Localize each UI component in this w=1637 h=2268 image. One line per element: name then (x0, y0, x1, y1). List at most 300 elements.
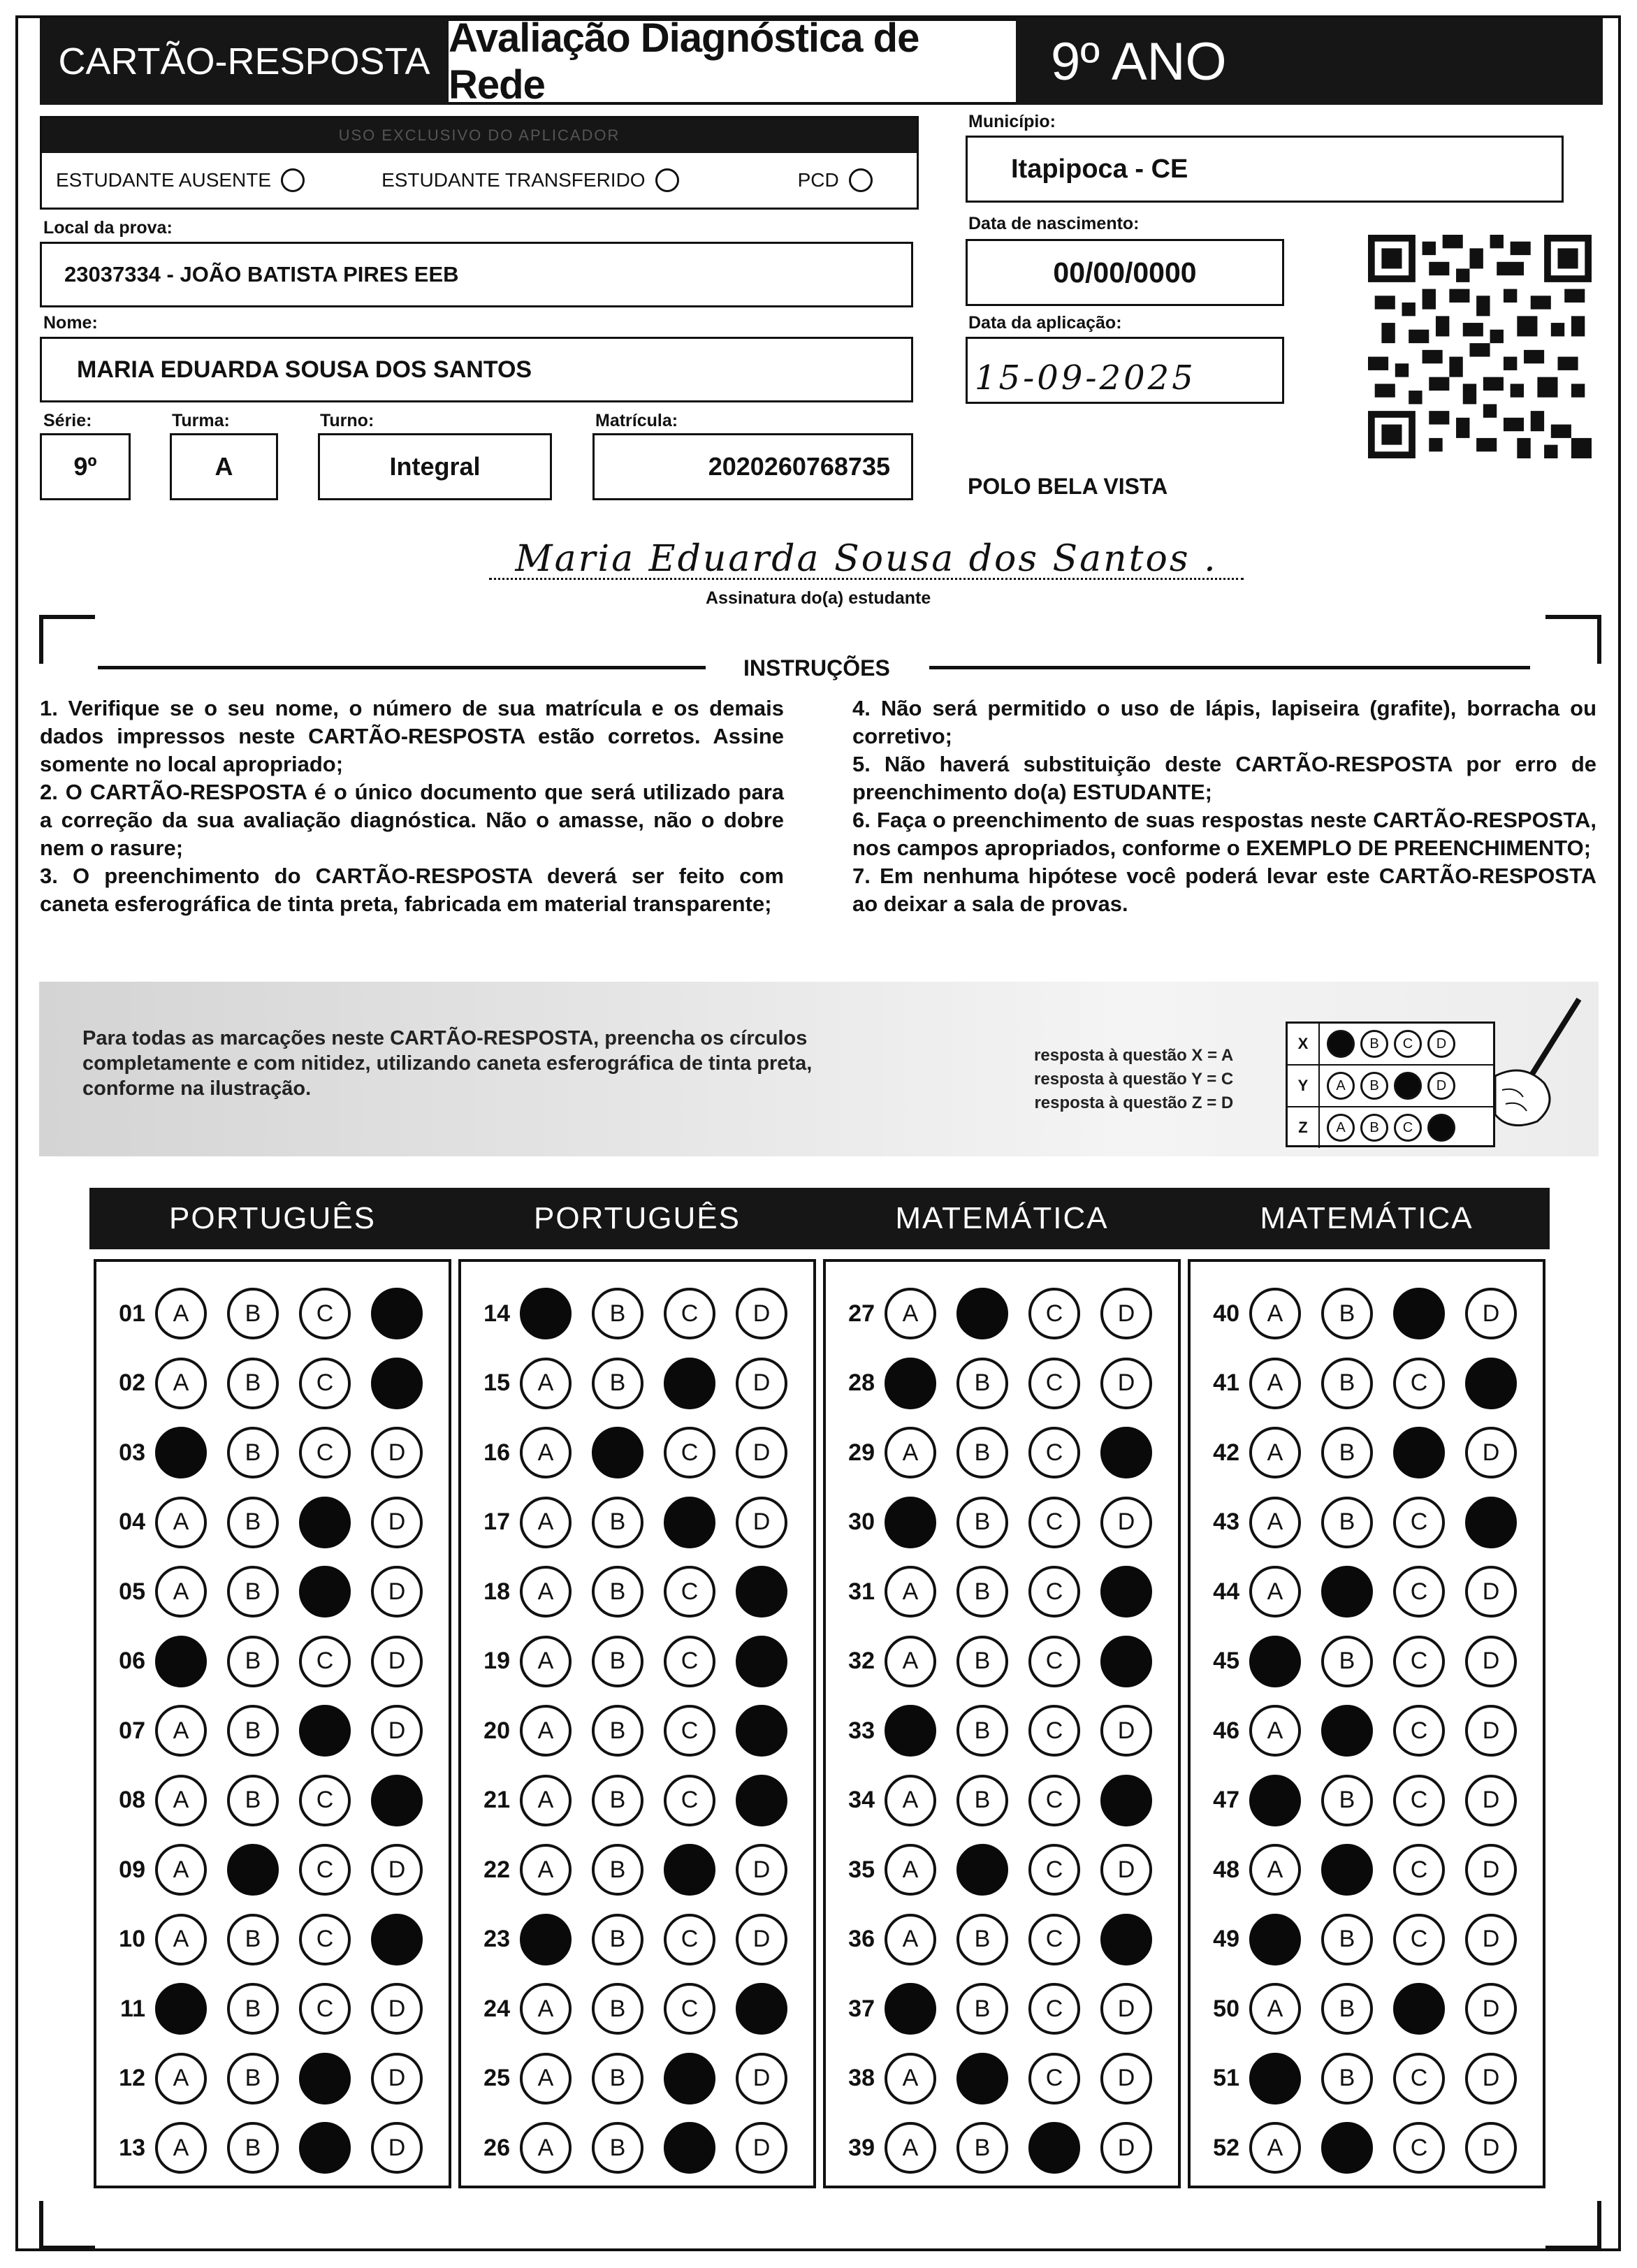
answer-bubble-a[interactable]: A (155, 1358, 207, 1409)
exam-title-box (449, 15, 1016, 108)
answer-bubble-c[interactable]: C (664, 1983, 715, 2035)
example-row (1288, 1066, 1493, 1107)
instruction-4: 4. Não será permitido o uso de lápis, lapiseira (grafite), borracha ou corretivo; (852, 696, 1596, 748)
answer-bubble-a[interactable] (1249, 1775, 1301, 1826)
turno-field (318, 433, 552, 500)
answer-bubble-b[interactable]: B (956, 1636, 1008, 1687)
answer-bubble-c[interactable]: C (1028, 1497, 1080, 1548)
answer-bubble-b[interactable]: B (956, 1914, 1008, 1965)
polo-value: POLO BELA VISTA (968, 474, 1168, 499)
answer-bubble-a[interactable] (155, 1636, 207, 1687)
question-row (461, 1420, 808, 1485)
question-number: 07 (119, 1717, 145, 1744)
answer-bubble-d[interactable] (736, 1983, 787, 2035)
question-number: 49 (1213, 1926, 1239, 1952)
question-row (1191, 1281, 1537, 1346)
question-row (461, 1351, 808, 1416)
answer-bubble-a[interactable]: A (155, 1566, 207, 1618)
answer-bubble-d[interactable]: D (1465, 1914, 1517, 1965)
question-number: 43 (1213, 1509, 1239, 1535)
answer-bubble-b[interactable]: B (227, 1358, 279, 1409)
answer-bubble-d[interactable] (736, 1566, 787, 1618)
instruction-7: 7. Em nenhuma hipótese você poderá levar este CARTÃO-RESPOSTA ao deixar a sala de provas. (852, 864, 1596, 916)
nascimento-field (966, 239, 1284, 306)
answer-bubble-c[interactable]: C (1028, 2053, 1080, 2105)
transferred-label: ESTUDANTE TRANSFERIDO (381, 169, 646, 191)
answer-bubble-d[interactable]: D (1465, 2053, 1517, 2105)
answer-bubble-c[interactable] (664, 1358, 715, 1409)
answer-bubble-d[interactable]: D (1100, 1358, 1152, 1409)
transferred-checkbox[interactable] (655, 168, 679, 192)
answer-bubble-a[interactable]: A (885, 1427, 936, 1478)
answer-bubble-d[interactable]: D (371, 1705, 423, 1757)
answer-bubble-c[interactable]: C (1393, 1358, 1445, 1409)
answer-bubble-a[interactable]: A (520, 1636, 572, 1687)
answer-bubble-c[interactable]: C (1028, 1914, 1080, 1965)
answer-bubble-a[interactable]: A (885, 1844, 936, 1896)
answer-bubble-a[interactable]: A (1249, 1427, 1301, 1478)
answer-bubble-a[interactable] (155, 1427, 207, 1478)
answer-bubble-d[interactable]: D (371, 1427, 423, 1478)
question-number: 23 (483, 1926, 510, 1952)
answer-bubble-c[interactable]: C (1393, 2122, 1445, 2174)
answer-bubble-c[interactable]: C (1028, 1566, 1080, 1618)
answer-bubble-b[interactable]: B (227, 1914, 279, 1965)
answer-bubble-a[interactable]: A (885, 1914, 936, 1965)
answer-bubble-b[interactable] (1321, 2122, 1373, 2174)
answer-bubble-d[interactable]: D (1100, 1983, 1152, 2035)
answer-bubble-c[interactable]: C (299, 1288, 351, 1339)
answer-bubble-d[interactable] (371, 1914, 423, 1965)
answer-bubble-d[interactable] (1465, 1358, 1517, 1409)
answer-bubble-d[interactable] (1465, 1497, 1517, 1548)
answer-bubble-a[interactable]: A (885, 1775, 936, 1826)
answer-bubble-d[interactable] (1100, 1566, 1152, 1618)
instruction-5: 5. Não haverá substituição deste CARTÃO-RESPOSTA por erro de preenchimento do(a) ESTUDANTE; (852, 752, 1596, 804)
answer-bubble-c[interactable] (299, 1497, 351, 1548)
answer-bubble-b[interactable]: B (592, 2122, 643, 2174)
question-row (1191, 1768, 1537, 1833)
answer-bubble-d[interactable]: D (371, 1636, 423, 1687)
answer-bubble-c[interactable] (1393, 1288, 1445, 1339)
answer-bubble-d[interactable]: D (371, 2122, 423, 2174)
answer-bubble-d[interactable]: D (736, 1358, 787, 1409)
answer-bubble-d[interactable] (736, 1775, 787, 1826)
answer-bubble-d[interactable]: D (371, 1983, 423, 2035)
answer-bubble-a[interactable]: A (520, 1497, 572, 1548)
local-field (40, 242, 913, 307)
answer-bubble-b[interactable] (956, 2053, 1008, 2105)
answer-bubble-c[interactable]: C (299, 1358, 351, 1409)
answer-bubble-c[interactable]: C (1393, 1497, 1445, 1548)
example-grid (1286, 1022, 1495, 1147)
question-row (826, 1351, 1172, 1416)
answer-bubble-c[interactable]: C (1028, 1288, 1080, 1339)
question-number: 37 (848, 1995, 875, 2022)
answer-bubble-d[interactable]: D (1465, 1775, 1517, 1826)
answer-bubble-c[interactable]: C (1028, 1358, 1080, 1409)
answer-bubble-b[interactable]: B (227, 1566, 279, 1618)
example-bubble-d: D (1427, 1072, 1455, 1100)
answer-bubble-c[interactable] (1028, 2122, 1080, 2174)
answer-bubble-a[interactable] (1249, 2053, 1301, 2105)
answer-bubble-a[interactable]: A (1249, 1705, 1301, 1757)
question-number: 02 (119, 1369, 145, 1396)
answer-bubble-a[interactable]: A (155, 1775, 207, 1826)
answer-bubble-d[interactable]: D (1100, 2053, 1152, 2105)
answer-bubble-b[interactable]: B (956, 1983, 1008, 2035)
turma-field (170, 433, 278, 500)
answer-bubble-b[interactable]: B (227, 1636, 279, 1687)
question-row (826, 1490, 1172, 1555)
answer-bubble-b[interactable]: B (1321, 1983, 1373, 2035)
answer-bubble-b[interactable]: B (227, 2122, 279, 2174)
question-number: 19 (483, 1648, 510, 1674)
question-number: 20 (483, 1717, 510, 1744)
qr-code (1368, 235, 1592, 458)
instruction-1: 1. Verifique se o seu nome, o número de sua matrícula e os demais dados impressos neste CARTÃO-RESPOSTA estão corretos. Assine somente no local apropriado; (40, 696, 784, 776)
answer-bubble-d[interactable]: D (1465, 1427, 1517, 1478)
answer-bubble-d[interactable]: D (1100, 1705, 1152, 1757)
answer-bubble-c[interactable]: C (664, 1775, 715, 1826)
answer-bubble-b[interactable]: B (227, 1705, 279, 1757)
answer-bubble-a[interactable] (1249, 1914, 1301, 1965)
answer-bubble-c[interactable]: C (299, 1844, 351, 1896)
answer-bubble-d[interactable] (736, 1636, 787, 1687)
answer-bubble-a[interactable]: A (885, 2122, 936, 2174)
local-value: 23037334 - JOÃO BATISTA PIRES EEB (64, 262, 459, 286)
answer-bubble-b[interactable]: B (1321, 1358, 1373, 1409)
answer-bubble-a[interactable]: A (1249, 1497, 1301, 1548)
answer-bubble-a[interactable]: A (520, 1705, 572, 1757)
answer-bubble-d[interactable]: D (371, 2053, 423, 2105)
question-number: 21 (483, 1787, 510, 1813)
question-number: 33 (848, 1717, 875, 1744)
answer-bubble-a[interactable]: A (520, 2122, 572, 2174)
answer-bubble-b[interactable]: B (592, 1497, 643, 1548)
answer-bubble-b[interactable]: B (592, 1983, 643, 2035)
answer-bubble-c[interactable]: C (1393, 1636, 1445, 1687)
answer-bubble-c[interactable]: C (299, 1775, 351, 1826)
answer-bubble-b[interactable]: B (227, 1497, 279, 1548)
subject-header: MATEMÁTICA (819, 1188, 1185, 1249)
answer-bubble-c[interactable]: C (1393, 1775, 1445, 1826)
municipio-label: Município: (968, 112, 1056, 131)
answer-bubble-a[interactable]: A (520, 1427, 572, 1478)
answer-bubble-a[interactable]: A (520, 1983, 572, 2035)
absent-checkbox[interactable] (281, 168, 305, 192)
answer-bubble-b[interactable]: B (592, 1844, 643, 1896)
answer-bubble-a[interactable]: A (520, 1844, 572, 1896)
answer-bubble-c[interactable]: C (664, 1636, 715, 1687)
question-number: 22 (483, 1856, 510, 1883)
answer-bubble-d[interactable]: D (1465, 1844, 1517, 1896)
answer-bubble-a[interactable] (520, 1288, 572, 1339)
answer-bubble-b[interactable]: B (1321, 1427, 1373, 1478)
answer-bubble-d[interactable]: D (1465, 1705, 1517, 1757)
answer-bubble-a[interactable]: A (155, 1705, 207, 1757)
answer-bubble-d[interactable]: D (1100, 2122, 1152, 2174)
answer-bubble-d[interactable]: D (1100, 1497, 1152, 1548)
question-number: 10 (119, 1926, 145, 1952)
answer-bubble-d[interactable] (371, 1358, 423, 1409)
corner-bottom-left (39, 2201, 95, 2250)
answer-bubble-a[interactable]: A (1249, 1983, 1301, 2035)
answer-bubble-c[interactable] (299, 1705, 351, 1757)
answer-bubble-b[interactable]: B (592, 1775, 643, 1826)
answer-bubble-d[interactable]: D (736, 1288, 787, 1339)
answer-bubble-a[interactable]: A (1249, 1358, 1301, 1409)
answer-bubble-c[interactable]: C (299, 1636, 351, 1687)
answer-bubble-a[interactable]: A (885, 1636, 936, 1687)
answer-bubble-c[interactable]: C (664, 1288, 715, 1339)
answer-bubble-c[interactable]: C (664, 1427, 715, 1478)
answer-bubble-c[interactable]: C (1028, 1983, 1080, 2035)
answer-bubble-b[interactable]: B (592, 1288, 643, 1339)
nascimento-value: 00/00/0000 (1053, 256, 1197, 289)
question-number: 29 (848, 1439, 875, 1466)
example-row (1288, 1024, 1493, 1066)
answer-bubble-d[interactable] (371, 1288, 423, 1339)
answer-bubble-c[interactable] (1393, 1983, 1445, 2035)
question-row (96, 1420, 443, 1485)
answer-bubble-c[interactable] (1393, 1427, 1445, 1478)
answer-bubble-b[interactable]: B (227, 1288, 279, 1339)
answer-bubble-c[interactable]: C (1393, 1566, 1445, 1618)
answer-bubble-d[interactable]: D (1465, 1636, 1517, 1687)
answer-bubble-b[interactable]: B (956, 1497, 1008, 1548)
corner-bottom-right (1545, 2201, 1601, 2250)
answer-bubble-a[interactable]: A (155, 1497, 207, 1548)
answer-bubble-d[interactable]: D (1100, 1844, 1152, 1896)
answer-bubble-a[interactable]: A (155, 1288, 207, 1339)
answer-bubble-c[interactable]: C (299, 1914, 351, 1965)
question-row (96, 1838, 443, 1902)
answer-bubble-c[interactable]: C (664, 1705, 715, 1757)
answer-bubble-d[interactable] (1100, 1775, 1152, 1826)
answer-bubble-d[interactable]: D (736, 1844, 787, 1896)
example-row-label: Y (1288, 1066, 1320, 1106)
answer-bubble-c[interactable]: C (1393, 2053, 1445, 2105)
instruction-6: 6. Faça o preenchimento de suas respostas neste CARTÃO-RESPOSTA, nos campos apropriados, conforme o EXEMPLO DE PREENCHIMENTO; (852, 808, 1596, 860)
answer-column (1188, 1259, 1545, 2188)
answer-bubble-b[interactable] (1321, 1705, 1373, 1757)
question-row (96, 1560, 443, 1624)
question-row (96, 1699, 443, 1763)
question-number: 48 (1213, 1856, 1239, 1883)
answer-bubble-a[interactable]: A (1249, 1566, 1301, 1618)
answer-bubble-b[interactable]: B (956, 1566, 1008, 1618)
answer-bubble-a[interactable]: A (1249, 2122, 1301, 2174)
question-row (1191, 1629, 1537, 1694)
answer-bubble-c[interactable] (664, 1497, 715, 1548)
answer-column (823, 1259, 1181, 2188)
signature (489, 538, 1244, 580)
answer-bubble-a[interactable]: A (520, 1566, 572, 1618)
answer-bubble-a[interactable]: A (1249, 1288, 1301, 1339)
answer-bubble-a[interactable]: A (885, 1566, 936, 1618)
answer-bubble-a[interactable] (155, 1983, 207, 2035)
answer-bubble-b[interactable]: B (1321, 1288, 1373, 1339)
applicator-bar-title: USO EXCLUSIVO DO APLICADOR (338, 126, 620, 144)
answer-bubble-a[interactable] (520, 1914, 572, 1965)
answer-bubble-b[interactable]: B (592, 1705, 643, 1757)
example-row-label: Z (1288, 1107, 1320, 1148)
answer-bubble-c[interactable] (299, 2053, 351, 2105)
question-row (826, 1281, 1172, 1346)
answer-bubble-c[interactable]: C (1028, 1427, 1080, 1478)
answer-bubble-b[interactable]: B (956, 1705, 1008, 1757)
answer-bubble-b[interactable] (1321, 1566, 1373, 1618)
answer-bubble-d[interactable]: D (371, 1497, 423, 1548)
question-row (826, 1420, 1172, 1485)
answer-bubble-d[interactable]: D (736, 2122, 787, 2174)
answer-bubble-c[interactable]: C (299, 1983, 351, 2035)
question-number: 28 (848, 1369, 875, 1396)
answer-bubble-c[interactable]: C (1028, 1775, 1080, 1826)
answer-bubble-a[interactable]: A (155, 1914, 207, 1965)
answer-bubble-d[interactable]: D (1465, 1983, 1517, 2035)
answer-bubble-a[interactable]: A (155, 1844, 207, 1896)
answer-bubble-a[interactable]: A (885, 2053, 936, 2105)
answer-bubble-a[interactable] (885, 1497, 936, 1548)
answer-bubble-a[interactable]: A (520, 2053, 572, 2105)
answer-bubble-d[interactable]: D (1465, 2122, 1517, 2174)
subject-header: MATEMÁTICA (1184, 1188, 1550, 1249)
answer-bubble-b[interactable]: B (956, 1775, 1008, 1826)
instructions-rule-left (98, 666, 706, 669)
answer-bubble-b[interactable]: B (592, 1358, 643, 1409)
pcd-label: PCD (797, 169, 839, 191)
answer-bubble-b[interactable] (956, 1844, 1008, 1896)
answer-bubble-b[interactable]: B (227, 1983, 279, 2035)
answer-bubble-d[interactable]: D (371, 1566, 423, 1618)
answer-bubble-b[interactable]: B (1321, 2053, 1373, 2105)
question-row (826, 2047, 1172, 2111)
example-bubble-c (1394, 1072, 1422, 1100)
answer-bubble-c[interactable]: C (664, 1566, 715, 1618)
answer-bubble-b[interactable]: B (592, 1914, 643, 1965)
answer-bubble-a[interactable]: A (520, 1775, 572, 1826)
answer-bubble-b[interactable]: B (1321, 1775, 1373, 1826)
answer-bubble-a[interactable]: A (885, 1288, 936, 1339)
subject-header: PORTUGUÊS (454, 1188, 820, 1249)
question-number: 13 (119, 2134, 145, 2161)
turma-label: Turma: (172, 411, 230, 430)
answer-bubble-b[interactable]: B (592, 1566, 643, 1618)
answer-bubble-b[interactable]: B (956, 1358, 1008, 1409)
answer-bubble-a[interactable] (1249, 1636, 1301, 1687)
exam-title: Avaliação Diagnóstica de Rede (449, 15, 919, 108)
answer-bubble-d[interactable] (1100, 1636, 1152, 1687)
answer-bubble-c[interactable] (299, 2122, 351, 2174)
question-number: 32 (848, 1648, 875, 1674)
answer-bubble-a[interactable]: A (155, 2053, 207, 2105)
answer-bubble-c[interactable] (664, 1844, 715, 1896)
answer-bubble-d[interactable]: D (1100, 1288, 1152, 1339)
answer-bubble-d[interactable]: D (371, 1844, 423, 1896)
example-bubble-a: A (1327, 1114, 1355, 1142)
turno-label: Turno: (320, 411, 374, 430)
local-label: Local da prova: (43, 218, 173, 238)
example-bubble-d: D (1427, 1030, 1455, 1058)
answer-bubble-d[interactable] (371, 1775, 423, 1826)
answer-bubble-c[interactable]: C (1028, 1705, 1080, 1757)
question-row (826, 1560, 1172, 1624)
answer-bubble-c[interactable] (664, 2053, 715, 2105)
question-number: 36 (848, 1926, 875, 1952)
signature-caption: Assinatura do(a) estudante (706, 588, 931, 608)
question-row (96, 2116, 443, 2180)
example-bubble-a (1327, 1030, 1355, 1058)
answer-bubble-b[interactable]: B (227, 2053, 279, 2105)
answer-bubble-b[interactable]: B (1321, 1636, 1373, 1687)
answer-bubble-d[interactable]: D (1465, 1288, 1517, 1339)
answer-bubble-c[interactable]: C (1393, 1914, 1445, 1965)
answer-bubble-c[interactable]: C (1028, 1636, 1080, 1687)
question-row (461, 2116, 808, 2180)
answer-bubble-b[interactable]: B (592, 2053, 643, 2105)
question-number: 03 (119, 1439, 145, 1466)
answer-bubble-a[interactable] (885, 1983, 936, 2035)
answer-bubble-c[interactable]: C (664, 1914, 715, 1965)
answer-bubble-d[interactable]: D (736, 2053, 787, 2105)
answer-bubble-b[interactable]: B (1321, 1914, 1373, 1965)
answer-bubble-a[interactable]: A (155, 2122, 207, 2174)
example-text: Para todas as marcações neste CARTÃO-RESPOSTA, preencha os círculos completamente e com nitidez, utilizando caneta esferográfica de tinta preta, conforme na ilustração. (82, 1027, 813, 1100)
question-row (1191, 1420, 1537, 1485)
answer-bubble-b[interactable]: B (1321, 1497, 1373, 1548)
answer-bubble-c[interactable] (299, 1566, 351, 1618)
answer-bubble-b[interactable] (227, 1844, 279, 1896)
answer-bubble-a[interactable] (885, 1705, 936, 1757)
answer-bubble-b[interactable]: B (956, 1427, 1008, 1478)
answer-bubble-d[interactable] (1100, 1914, 1152, 1965)
instructions-rule-right (929, 666, 1530, 669)
answer-bubble-c[interactable]: C (1028, 1844, 1080, 1896)
answer-bubble-c[interactable] (664, 2122, 715, 2174)
question-number: 40 (1213, 1300, 1239, 1327)
question-number: 17 (483, 1509, 510, 1535)
answer-bubble-b[interactable]: B (956, 2122, 1008, 2174)
answer-bubble-b[interactable] (956, 1288, 1008, 1339)
answer-bubble-b[interactable] (1321, 1844, 1373, 1896)
answer-bubble-d[interactable]: D (736, 1427, 787, 1478)
answer-bubble-c[interactable]: C (1393, 1844, 1445, 1896)
answer-bubble-b[interactable] (592, 1427, 643, 1478)
answer-bubble-d[interactable]: D (736, 1497, 787, 1548)
answer-bubble-b[interactable]: B (227, 1775, 279, 1826)
answer-bubble-a[interactable]: A (520, 1358, 572, 1409)
nome-field (40, 337, 913, 402)
answer-bubble-a[interactable] (885, 1358, 936, 1409)
answer-bubble-b[interactable]: B (227, 1427, 279, 1478)
answer-bubble-d[interactable]: D (1465, 1566, 1517, 1618)
pcd-checkbox[interactable] (849, 168, 873, 192)
question-number: 34 (848, 1787, 875, 1813)
answer-bubble-b[interactable]: B (592, 1636, 643, 1687)
applicator-bar (42, 118, 917, 153)
question-number: 47 (1213, 1787, 1239, 1813)
answer-bubble-c[interactable]: C (1393, 1705, 1445, 1757)
answer-bubble-d[interactable] (736, 1705, 787, 1757)
answer-bubble-c[interactable]: C (299, 1427, 351, 1478)
matricula-field (592, 433, 913, 500)
answer-bubble-d[interactable] (1100, 1427, 1152, 1478)
question-row (826, 1699, 1172, 1763)
answer-bubble-a[interactable]: A (1249, 1844, 1301, 1896)
answer-bubble-d[interactable]: D (736, 1914, 787, 1965)
